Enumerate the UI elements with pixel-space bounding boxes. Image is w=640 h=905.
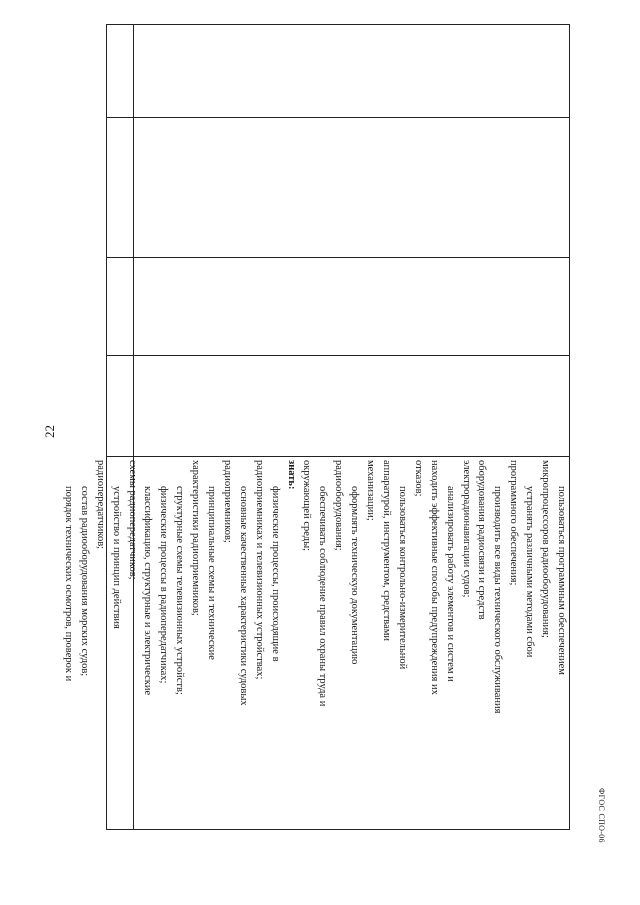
text-line: физические процессы в радиопередатчиках; [158, 486, 170, 684]
text-line: радиопередатчиков; [94, 460, 106, 550]
skills-knowledge-text [62, 456, 571, 831]
table-row-divider [107, 117, 569, 118]
text-line: основные качественные характеристики судовых [237, 486, 249, 706]
text-line: радиоприемников; [221, 460, 233, 543]
text-line: состав радиооборудования морских судов; [78, 486, 90, 677]
page-number: 22 [42, 425, 57, 438]
text-line: радиооборудования; [333, 460, 345, 551]
text-line: программного обеспечения; [508, 460, 520, 586]
text-line: оборудования радиосвязи и средств [476, 460, 488, 620]
text-line: радиоприемниках и телевизионных устройствах; [253, 460, 265, 680]
text-line: классификацию, структурные и электрические [142, 486, 154, 696]
text-line: устройство и принцип действия [110, 486, 122, 629]
text-line: пользоваться контрольно-измерительной [396, 486, 408, 670]
text-line: аппаратурой, инструментом, средствами [381, 460, 393, 642]
text-line: физические процессы, происходящие в [269, 486, 281, 662]
text-line: схемы радиопередатчиков; [126, 460, 138, 580]
text-line: пользоваться программным обеспечением [556, 486, 567, 675]
text-line: оформлять техническую документацию [349, 486, 361, 665]
text-line: анализировать работу элементов и систем и [444, 486, 456, 682]
document-footer-code: ФГОС СПО-06 [597, 788, 606, 843]
text-line: устранять различными методами сбои [524, 486, 536, 658]
table-row-divider [107, 355, 569, 356]
text-line: отказов; [412, 460, 424, 497]
table-row-divider [107, 257, 569, 258]
section-heading: знать: [285, 460, 297, 490]
skills-knowledge-cell [62, 456, 571, 831]
text-line: окружающей среды; [301, 460, 313, 552]
text-line: характеристики радиоприемников; [190, 460, 202, 616]
competency-table [62, 24, 570, 830]
text-line: производить все виды технического обслуживания [492, 486, 504, 714]
text-line: находить эффективные способы предупреждения их [428, 460, 440, 695]
text-line: принципиальные схемы и технические [206, 486, 218, 660]
text-line: механизации; [365, 460, 377, 521]
text-line: структурные схемы телевизионных устройств; [174, 486, 186, 695]
text-line: обеспечивать соблюдение правил охраны труда и [317, 486, 329, 707]
text-line: микропроцессоров радиооборудования; [540, 460, 552, 638]
text-line: электрорадионавигации судов; [460, 460, 472, 598]
text-line: порядок технических осмотров, проверок и [62, 486, 74, 682]
